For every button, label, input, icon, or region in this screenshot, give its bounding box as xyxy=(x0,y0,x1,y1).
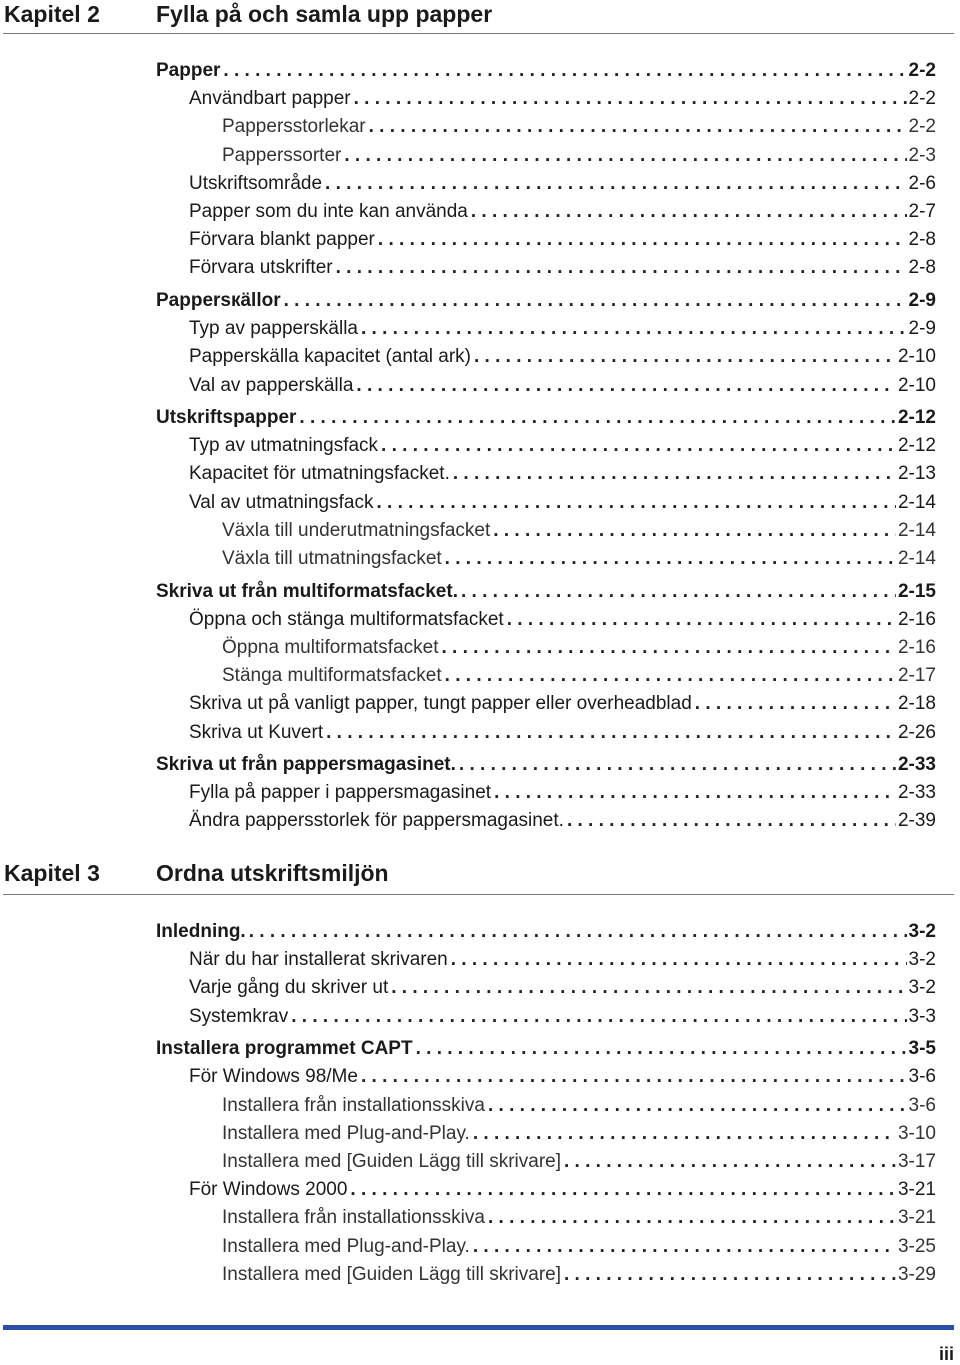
toc-entry-page: 2-9 xyxy=(908,289,936,311)
toc-dot-leader xyxy=(459,754,896,776)
toc-dot-leader xyxy=(325,173,907,195)
toc-dot-leader xyxy=(416,1038,907,1060)
toc-entry-page: 2-10 xyxy=(897,346,936,368)
toc-dot-leader xyxy=(361,318,907,340)
toc-entry-page: 2-14 xyxy=(897,548,936,569)
toc-entry-page: 2-17 xyxy=(897,665,936,687)
toc-entry-page: 3-21 xyxy=(897,1207,936,1229)
toc-dot-leader xyxy=(391,977,906,999)
toc-entry-page: 3-17 xyxy=(897,1150,936,1172)
chapter-title: Fylla på och samla upp papper xyxy=(156,1,493,27)
toc-entry-page: 2-18 xyxy=(897,693,936,715)
toc-entry-title: Installera med Plug-and-Play. xyxy=(222,1122,470,1144)
toc-entry xyxy=(189,84,936,110)
toc-entry xyxy=(222,544,936,570)
toc-entry-title: Installera från installationsskiva xyxy=(222,1207,485,1229)
toc-dot-leader xyxy=(378,229,907,251)
toc-entry-title: Inledning. xyxy=(156,921,246,942)
toc-entry-title: Val av utmatningsfack xyxy=(189,491,374,513)
toc-entry-page: 3-10 xyxy=(897,1122,936,1144)
toc-entry xyxy=(222,1119,936,1145)
toc-dot-leader xyxy=(441,637,895,659)
toc-section-entry xyxy=(156,56,936,82)
toc-entry-title: Förvara utskrifter xyxy=(189,257,333,279)
toc-entry xyxy=(189,197,936,223)
toc-entry-title: Papperssorter xyxy=(222,144,342,166)
toc-entry-page: 3-29 xyxy=(897,1263,936,1285)
chapter-divider xyxy=(3,894,954,895)
toc-entry-title: Skriva ut från pappersmagasinet. xyxy=(156,754,456,775)
toc-entry-title: Papper som du inte kan använda xyxy=(189,201,468,222)
toc-dot-leader xyxy=(336,257,907,279)
toc-entry-title: Skriva ut Kuvert xyxy=(189,721,324,743)
toc-entry-page: 2-14 xyxy=(897,491,936,513)
toc-dot-leader xyxy=(695,693,896,715)
toc-entry xyxy=(222,1091,936,1117)
toc-entry xyxy=(189,225,936,251)
toc-entry-title: Öppna och stänga multiformatsfacket xyxy=(189,608,504,630)
toc-entry-page: 2-16 xyxy=(897,636,936,658)
toc-entry-page: 3-5 xyxy=(908,1038,936,1060)
toc-dot-leader xyxy=(376,492,896,514)
toc-entry-page: 2-33 xyxy=(897,754,936,775)
toc-entry-page: 3-6 xyxy=(908,1094,936,1116)
toc-entry-page: 2-14 xyxy=(897,519,936,541)
toc-entry xyxy=(222,1147,936,1173)
toc-entry xyxy=(189,1062,936,1088)
toc-dot-leader xyxy=(291,1006,906,1028)
toc-section-entry xyxy=(156,577,936,603)
toc-dot-leader xyxy=(564,1151,896,1173)
toc-entry-title: Öppna multiformatsfacket xyxy=(222,636,439,658)
toc-dot-leader xyxy=(471,201,907,223)
page-number: iii xyxy=(938,1344,954,1364)
toc-entry-page: 2-3 xyxy=(908,144,936,166)
toc-entry-title: Installera från installationsskiva xyxy=(222,1094,485,1116)
toc-dot-leader xyxy=(299,407,896,429)
toc-entry xyxy=(189,973,936,999)
toc-dot-leader xyxy=(223,60,906,82)
toc-dot-leader xyxy=(326,722,896,744)
chapter-title: Ordna utskriftsmiljön xyxy=(156,860,389,886)
toc-dot-leader xyxy=(361,1066,907,1088)
toc-entry-page: 2-2 xyxy=(908,116,936,138)
toc-entry-page: 2-12 xyxy=(897,435,936,457)
footer-bar xyxy=(3,1325,954,1330)
toc-entry-title: Användbart papper xyxy=(189,88,351,110)
toc-entry-title: Fylla på papper i pappersmagasinet xyxy=(189,782,492,804)
toc-entry-title: Papper xyxy=(156,60,221,81)
toc-dot-leader xyxy=(249,921,907,943)
toc-dot-leader xyxy=(445,548,896,570)
toc-entry-title: När du har installerat skrivaren xyxy=(189,949,448,971)
toc-entry-page: 3-21 xyxy=(897,1179,936,1201)
toc-entry-page: 2-9 xyxy=(908,318,936,340)
toc-entry-page: 3-6 xyxy=(908,1066,936,1088)
toc-entry-page: 2-16 xyxy=(897,608,936,630)
toc-entry xyxy=(189,459,936,485)
toc-entry-title: Växla till underutmatningsfacket xyxy=(222,519,491,541)
toc-entry-page: 2-8 xyxy=(908,257,936,279)
toc-entry-page: 2-33 xyxy=(897,782,936,804)
toc-entry-title: För Windows 98/Me xyxy=(189,1066,358,1088)
toc-entry xyxy=(222,141,936,167)
toc-entry xyxy=(222,633,936,659)
toc-entry-title: Pappersкällor xyxy=(156,289,281,311)
toc-entry-title: Växla till utmatningsfacket xyxy=(222,548,442,569)
toc-entry xyxy=(189,342,936,368)
toc-entry-page: 3-2 xyxy=(908,949,936,971)
toc-entry-title: Varje gång du skriver ut xyxy=(189,977,389,999)
toc-entry-title: För Windows 2000 xyxy=(189,1179,348,1201)
toc-dot-leader xyxy=(474,346,896,368)
toc-entry xyxy=(189,806,936,832)
toc-section-entry xyxy=(156,286,936,312)
chapter-label: Kapitel 3 xyxy=(4,860,100,886)
toc-entry xyxy=(189,605,936,631)
toc-entry-page: 2-6 xyxy=(908,172,936,194)
toc-entry xyxy=(222,112,936,138)
toc-entry-title: Utskriftspapper xyxy=(156,407,297,428)
toc-entry-page: 3-2 xyxy=(908,921,936,942)
toc-entry-title: Installera med [Guiden Lägg till skrivare] xyxy=(222,1150,561,1172)
toc-entry xyxy=(189,371,936,397)
toc-entry-page: 2-39 xyxy=(897,810,936,832)
toc-entry-title: Papperskälla kapacitet (antal ark) xyxy=(189,346,471,368)
toc-dot-leader xyxy=(354,88,907,110)
toc-entry-title: Utskriftsområde xyxy=(189,172,323,194)
toc-entry-title: Installera med Plug-and-Play. xyxy=(222,1235,470,1257)
toc-entry xyxy=(189,488,936,514)
toc-entry xyxy=(189,253,936,279)
toc-dot-leader xyxy=(453,463,896,485)
toc-entry xyxy=(189,1175,936,1201)
toc-entry-title: Förvara blankt papper xyxy=(189,229,375,251)
toc-dot-leader xyxy=(445,665,896,687)
toc-dot-leader xyxy=(369,116,907,138)
toc-entry xyxy=(189,689,936,715)
toc-dot-leader xyxy=(344,145,906,167)
toc-dot-leader xyxy=(567,810,896,832)
toc-dot-leader xyxy=(494,782,896,804)
toc-entry-page: 2-26 xyxy=(897,721,936,743)
toc-dot-leader xyxy=(564,1264,896,1286)
toc-entry xyxy=(189,169,936,195)
toc-dot-leader xyxy=(356,375,896,397)
toc-entry-page: 3-3 xyxy=(908,1005,936,1027)
toc-dot-leader xyxy=(473,1236,896,1258)
toc-entry-page: 2-2 xyxy=(908,60,936,81)
toc-section-entry xyxy=(156,403,936,429)
chapter-divider xyxy=(3,33,954,34)
toc-dot-leader xyxy=(507,609,896,631)
toc-entry xyxy=(189,1002,936,1028)
toc-dot-leader xyxy=(350,1179,896,1201)
toc-entry-title: Systemkrav xyxy=(189,1005,289,1027)
toc-entry-page: 2-8 xyxy=(908,229,936,251)
chapter-label: Kapitel 2 xyxy=(4,1,100,27)
toc-dot-leader xyxy=(381,435,896,457)
toc-entry xyxy=(189,314,936,340)
toc-entry-title: Installera med [Guiden Lägg till skrivare] xyxy=(222,1263,561,1285)
toc-entry-page: 2-12 xyxy=(897,407,936,428)
toc-dot-leader xyxy=(451,949,907,971)
toc-entry-title: Ändra pappersstorlek för pappersmagasinet. xyxy=(189,810,564,832)
toc-entry-title: Kapacitet för utmatningsfacket. xyxy=(189,463,450,485)
toc-entry-title: Installera programmet CAPT xyxy=(156,1038,413,1060)
toc-dot-leader xyxy=(461,581,896,603)
toc-entry-title: Val av papperskälla xyxy=(189,374,354,396)
toc-entry xyxy=(189,718,936,744)
toc-entry-title: Stänga multiformatsfacket xyxy=(222,665,442,687)
toc-entry-page: 2-2 xyxy=(908,88,936,110)
toc-entry-page: 3-25 xyxy=(897,1235,936,1257)
toc-entry-title: Pappersstorlekar xyxy=(222,116,366,138)
toc-dot-leader xyxy=(488,1207,896,1229)
toc-entry-page: 3-2 xyxy=(908,977,936,999)
toc-entry xyxy=(222,1260,936,1286)
toc-dot-leader xyxy=(493,520,896,542)
toc-entry xyxy=(189,431,936,457)
toc-entry-page: 2-10 xyxy=(897,374,936,396)
toc-section-entry xyxy=(156,917,936,943)
toc-entry xyxy=(222,1203,936,1229)
toc-entry xyxy=(222,661,936,687)
toc-entry-page: 2-7 xyxy=(908,201,936,222)
toc-entry-page: 2-15 xyxy=(897,580,936,602)
toc-section-entry xyxy=(156,750,936,776)
toc-entry xyxy=(189,778,936,804)
toc-section-entry xyxy=(156,1034,936,1060)
toc-entry xyxy=(189,945,936,971)
toc-dot-leader xyxy=(488,1095,907,1117)
toc-dot-leader xyxy=(284,290,907,312)
toc-entry-page: 2-13 xyxy=(897,463,936,485)
toc-dot-leader xyxy=(473,1123,896,1145)
toc-entry xyxy=(222,1232,936,1258)
toc-entry-title: Typ av utmatningsfack xyxy=(189,435,379,457)
toc-entry xyxy=(222,516,936,542)
toc-entry-title: Skriva ut på vanligt papper, tungt papper eller overheadblad xyxy=(189,693,692,715)
toc-entry-title: Skriva ut från multiformatsfacket. xyxy=(156,580,458,602)
toc-entry-title: Typ av papperskälla xyxy=(189,318,358,340)
